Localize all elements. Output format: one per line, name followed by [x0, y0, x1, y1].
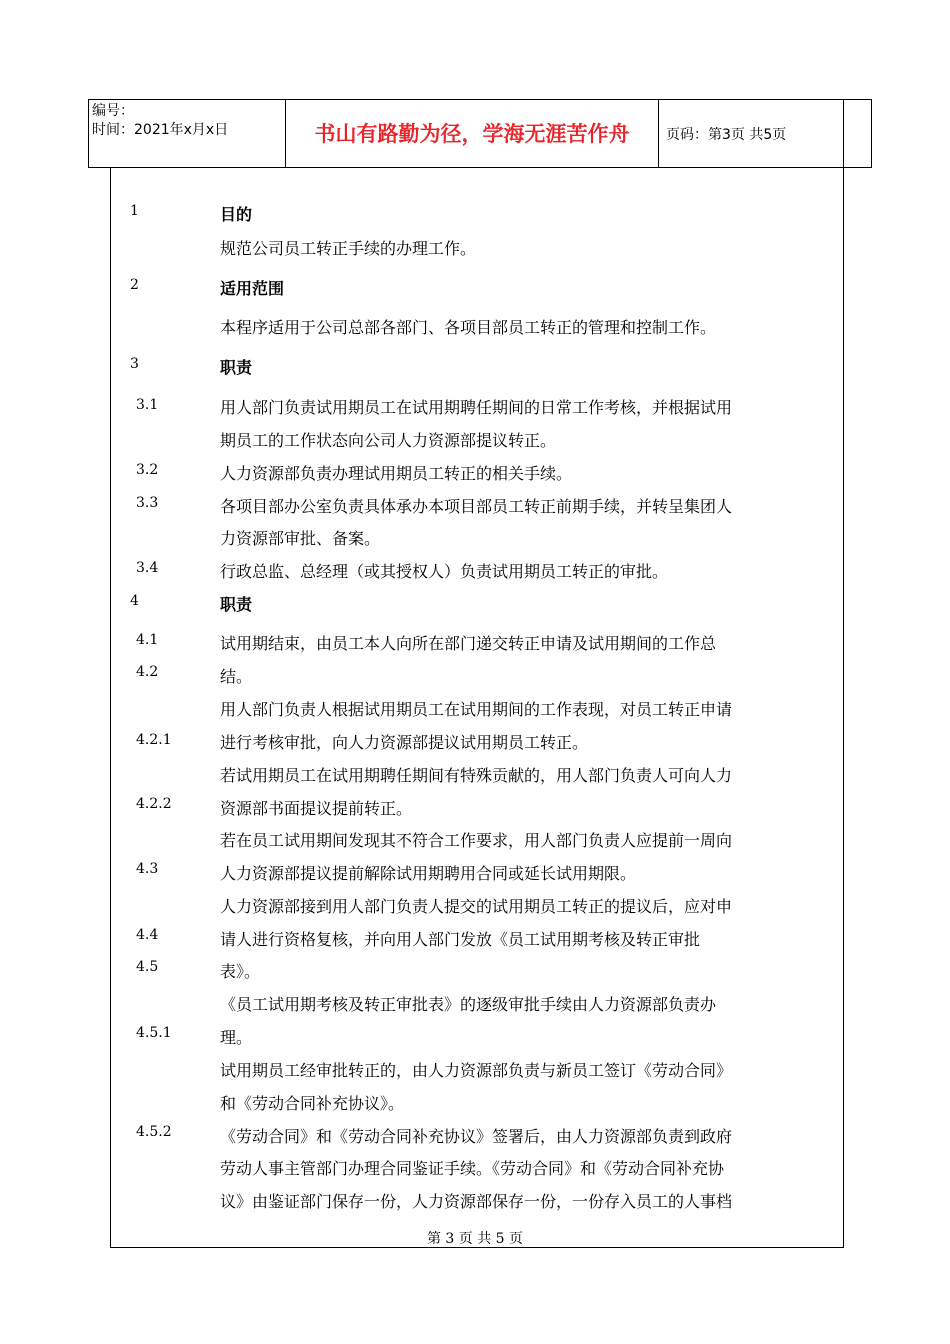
- body-text-line: 人力资源部提议提前解除试用期聘用合同或延长试用期限。: [220, 864, 637, 883]
- clause-number: 4.3: [136, 861, 159, 877]
- clause-number: 4.4: [136, 927, 159, 943]
- clause-number: 4.1: [136, 632, 159, 648]
- section-title: 适用范围: [220, 279, 285, 298]
- clause-number: 4.5.2: [136, 1124, 172, 1140]
- section-number: 2: [130, 277, 139, 293]
- clause-number: 3.1: [136, 397, 159, 413]
- body-text-line: 资源部书面提议提前转正。: [220, 799, 413, 818]
- clause-number: 3.3: [136, 495, 159, 511]
- doc-date-label: 时间：2021年x月x日: [92, 122, 229, 138]
- section-number: 3: [130, 356, 139, 372]
- body-text-line: 期员工的工作状态向公司人力资源部提议转正。: [220, 431, 557, 450]
- section-title: 职责: [220, 358, 253, 377]
- body-text-line: 用人部门负责人根据试用期员工在试用期间的工作表现，对员工转正申请: [220, 700, 733, 719]
- body-text-line: 本程序适用于公司总部各部门、各项目部员工转正的管理和控制工作。: [220, 318, 717, 337]
- clause-number: 4.5.1: [136, 1025, 172, 1041]
- body-text-line: 和《劳动合同补充协议》。: [220, 1094, 405, 1113]
- body-text-line: 试用期结束，由员工本人向所在部门递交转正申请及试用期间的工作总: [220, 634, 717, 653]
- page-indicator: 页码：第3页 共5页: [666, 127, 787, 143]
- body-text-line: 请人进行资格复核，并向用人部门发放《员工试用期考核及转正审批: [220, 930, 701, 949]
- body-text-line: 若在员工试用期间发现其不符合工作要求，用人部门负责人应提前一周向: [220, 831, 733, 850]
- body-text-line: 各项目部办公室负责具体承办本项目部员工转正前期手续，并转呈集团人: [220, 497, 733, 516]
- body-text-line: 人力资源部接到用人部门负责人提交的试用期员工转正的提议后，应对申: [220, 897, 733, 916]
- section-title: 职责: [220, 595, 253, 614]
- body-text-line: 人力资源部负责办理试用期员工转正的相关手续。: [220, 464, 573, 483]
- header-motto: 书山有路勤为径，学海无涯苦作舟: [314, 122, 630, 146]
- body-text-line: 《劳动合同》和《劳动合同补充协议》签署后，由人力资源部负责到政府: [220, 1127, 733, 1146]
- clause-number: 3.2: [136, 462, 159, 478]
- doc-code-label: 编号：: [92, 103, 134, 119]
- header-divider: [871, 99, 872, 168]
- section-number: 4: [130, 593, 139, 609]
- body-text-line: 理。: [220, 1028, 253, 1047]
- header-divider: [658, 99, 659, 168]
- body-text-line: 表》。: [220, 962, 261, 981]
- body-text-line: 力资源部审批、备案。: [220, 529, 381, 548]
- header-divider: [88, 99, 89, 168]
- body-text-line: 用人部门负责试用期员工在试用期聘任期间的日常工作考核，并根据试用: [220, 398, 733, 417]
- header-top-rule: [88, 99, 872, 100]
- header-divider: [843, 99, 844, 168]
- body-text-line: 劳动人事主管部门办理合同鉴证手续。《劳动合同》和《劳动合同补充协: [220, 1159, 725, 1178]
- frame-left-rule: [110, 167, 111, 1248]
- body-text-line: 若试用期员工在试用期聘任期间有特殊贡献的，用人部门负责人可向人力: [220, 766, 733, 785]
- body-text-line: 试用期员工经审批转正的，由人力资源部负责与新员工签订《劳动合同》: [220, 1061, 733, 1080]
- header-bottom-rule: [88, 167, 872, 168]
- clause-number: 4.5: [136, 959, 159, 975]
- body-text-line: 规范公司员工转正手续的办理工作。: [220, 239, 477, 258]
- clause-number: 4.2.1: [136, 732, 172, 748]
- body-text-line: 《员工试用期考核及转正审批表》的逐级审批手续由人力资源部负责办: [220, 995, 717, 1014]
- clause-number: 3.4: [136, 560, 159, 576]
- section-number: 1: [130, 203, 139, 219]
- clause-number: 4.2: [136, 664, 159, 680]
- body-text-line: 议》由鉴证部门保存一份，人力资源部保存一份，一份存入员工的人事档: [220, 1192, 733, 1211]
- body-text-line: 进行考核审批，向人力资源部提议试用期员工转正。: [220, 733, 589, 752]
- section-title: 目的: [220, 205, 253, 224]
- body-text-line: 行政总监、总经理（或其授权人）负责试用期员工转正的审批。: [220, 562, 669, 581]
- clause-number: 4.2.2: [136, 796, 172, 812]
- page-footer: 第 3 页 共 5 页: [426, 1231, 524, 1247]
- body-text-line: 结。: [220, 667, 253, 686]
